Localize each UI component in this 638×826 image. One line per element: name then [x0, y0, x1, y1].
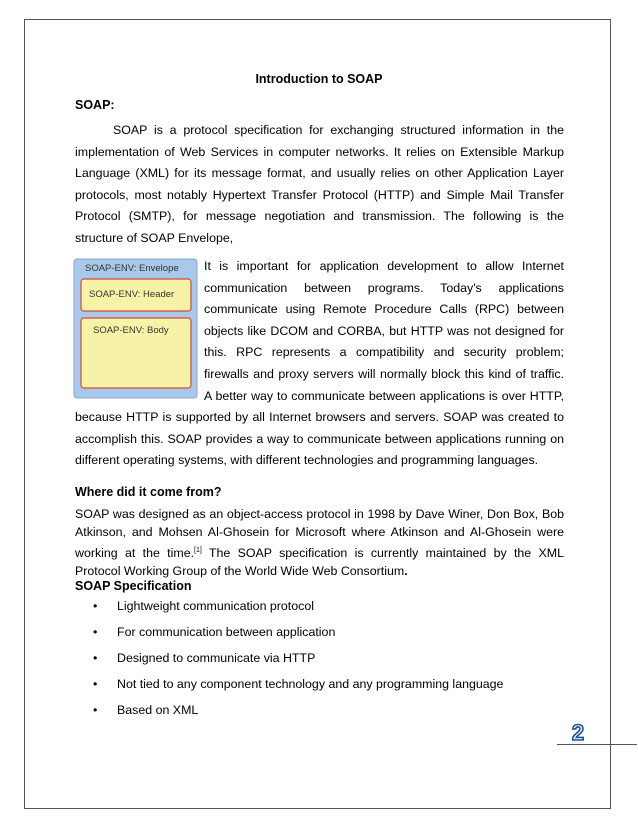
list-item-text: Not tied to any component technology and any programming language	[117, 677, 504, 691]
body-label: SOAP-ENV: Body	[93, 325, 169, 336]
bullet-icon: •	[93, 677, 98, 691]
page-number	[566, 720, 590, 744]
list-item	[93, 703, 503, 729]
list-item	[93, 677, 503, 703]
list-item-text: Lightweight communication protocol	[117, 599, 314, 613]
soap-heading: SOAP:	[75, 98, 115, 112]
spec-heading: SOAP Specification	[75, 579, 192, 593]
bullet-icon: •	[93, 625, 98, 639]
list-item-text: Based on XML	[117, 703, 199, 717]
bullet-icon: •	[93, 651, 98, 665]
envelope-label: SOAP-ENV: Envelope	[85, 263, 179, 274]
footer-rule	[557, 744, 637, 745]
bullet-icon: •	[93, 703, 98, 717]
list-item	[93, 625, 503, 651]
list-item-text: Designed to communicate via HTTP	[117, 651, 316, 665]
list-item	[93, 599, 503, 625]
soap-continue-paragraph: because HTTP is supported by all Internet browsers and servers. SOAP was created to accomplish this. SOAP provides a way to communicate between applications running on different operating systems, with different technologies and programming languages.	[75, 410, 564, 468]
soap-intro-paragraph: SOAP is a protocol specification for exchanging structured information in the implementation of Web Services in computer networks. It relies on Extensible Markup Language (XML) for its message format, and usually relies on other Application Layer protocols, most notably Hypertext Transfer Protocol (HTTP) and Simple Mail Transfer Protocol (SMTP), for message negotiation and transmission. The following is the structure of SOAP Envelope,	[75, 123, 564, 245]
page-number-text: 2	[571, 720, 585, 744]
soap-envelope-diagram	[73, 258, 198, 399]
origin-text: SOAP was designed as an object-access protocol in 1998 by Dave Winer, Don Box, Bob Atkinson, and Mohsen Al-Ghosein for Microsoft where Atkinson and Al-Ghosein were working at the time.	[75, 507, 564, 560]
spec-list	[93, 599, 503, 729]
origin-heading: Where did it come from?	[75, 485, 222, 499]
list-item-text: For communication between application	[117, 625, 336, 639]
list-item	[93, 651, 503, 677]
origin-period: .	[404, 564, 408, 579]
origin-text-continued: The SOAP specification is currently maintained by the XML Protocol Working Group of the World Wide Web Consortium	[75, 545, 564, 579]
bullet-icon: •	[93, 599, 98, 613]
header-label: SOAP-ENV: Header	[89, 289, 175, 300]
reference-link[interactable]: [1]	[194, 546, 202, 554]
origin-paragraph	[75, 505, 564, 580]
page-title: Introduction to SOAP	[255, 72, 383, 86]
soap-wrap-paragraph: It is important for application development to allow Internet communication between programs. Today's applications communicate using Remote Procedure Calls (RPC) between objects like DCOM and CORBA, but HTTP was not designed for this. RPC represents a compatibility and security problem; firewalls and proxy servers will normally block this kind of traffic. A better way to communicate between applications is over HTTP,	[204, 259, 564, 403]
